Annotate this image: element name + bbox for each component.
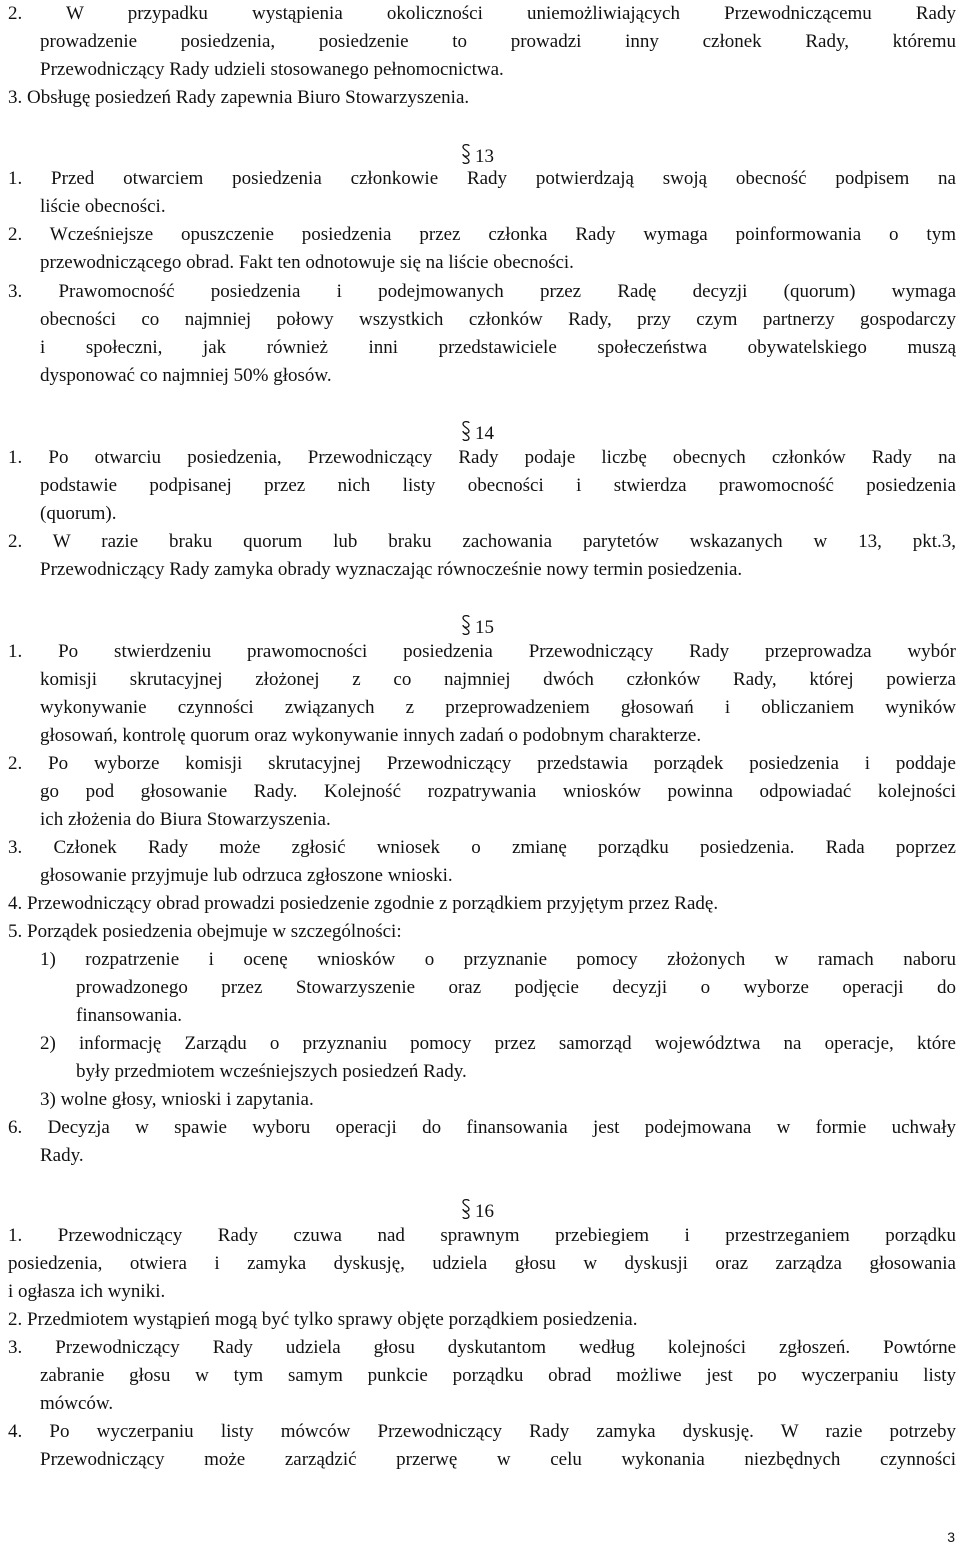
text-line: 1. Przed otwarciem posiedzenia członkowie Rady potwierdzają swoją obecność podpisem na xyxy=(8,168,956,189)
text-line: liście obecności. xyxy=(40,196,166,217)
text-line: przewodniczącego obrad. Fakt ten odnotowuje się na liście obecności. xyxy=(40,252,574,273)
text-line: 2. Wcześniejsze opuszczenie posiedzenia przez członka Rady wymaga poinformowania o tym xyxy=(8,224,956,245)
text-line: 1. Przewodniczący Rady czuwa nad sprawnym przebiegiem i przestrzeganiem porządku xyxy=(8,1225,956,1246)
text-line: podstawie podpisanej przez nich listy obecności i stwierdza prawomocność posiedzenia xyxy=(40,475,956,496)
text-line: prowadzenie posiedzenia, posiedzenie to prowadzi inny członek Rady, któremu xyxy=(40,31,956,52)
text-line: 3. Członek Rady może zgłosić wniosek o zmianę porządku posiedzenia. Rada poprzez xyxy=(8,837,956,858)
text-line: dysponować co najmniej 50% głosów. xyxy=(40,365,332,386)
text-line: mówców. xyxy=(40,1393,114,1414)
text-line: Przewodniczący Rady zamyka obrady wyznaczając równocześnie nowy termin posiedzenia. xyxy=(40,559,743,580)
text-line: 1) rozpatrzenie i ocenę wniosków o przyznanie pomocy złożonych w ramach naboru xyxy=(40,949,956,970)
text-line: 2) informację Zarządu o przyznaniu pomocy przez samorząd województwa na operacje, które xyxy=(40,1033,956,1054)
text-line: 4. Przewodniczący obrad prowadzi posiedzenie zgodnie z porządkiem przyjętym przez Radę. xyxy=(8,893,719,914)
section-sign-icon xyxy=(460,1198,472,1220)
text-line: 5. Porządek posiedzenia obejmuje w szczególności: xyxy=(8,921,402,942)
text-line: 2. Przedmiotem wystąpień mogą być tylko sprawy objęte porządkiem posiedzenia. xyxy=(8,1309,638,1330)
section-sign-icon xyxy=(460,143,472,165)
text-line: 6. Decyzja w spawie wyboru operacji do finansowania jest podejmowana w formie uchwały xyxy=(8,1117,956,1138)
text-line: posiedzenia, otwiera i zamyka dyskusję, udziela głosu w dyskusji oraz zarządza głosowania xyxy=(8,1253,956,1274)
section-number: 13 xyxy=(475,146,494,167)
page-number: 3 xyxy=(947,1529,955,1545)
text-line: Przewodniczący Rady udzieli stosowanego pełnomocnictwa. xyxy=(40,59,504,80)
text-line: wykonywanie czynności związanych z przeprowadzeniem głosowań i obliczaniem wyników xyxy=(40,697,956,718)
text-line: 3. Obsługę posiedzeń Rady zapewnia Biuro Stowarzyszenia. xyxy=(8,87,470,108)
text-line: (quorum). xyxy=(40,503,117,524)
section-heading xyxy=(460,140,494,171)
text-line: głosowań, kontrolę quorum oraz wykonywanie innych zadań o podobnym charakterze. xyxy=(40,725,702,746)
text-line: 1. Po stwierdzeniu prawomocności posiedzenia Przewodniczący Rady przeprowadza wybór xyxy=(8,641,956,662)
text-line: prowadzonego przez Stowarzyszenie oraz podjęcie decyzji o wyborze operacji do xyxy=(76,977,956,998)
text-line: go pod głosowanie Rady. Kolejność rozpatrywania wniosków powinna odpowiadać kolejności xyxy=(40,781,956,802)
text-line: obecności co najmniej połowy wszystkich członków Rady, przy czym partnerzy gospodarczy xyxy=(40,309,956,330)
section-number: 16 xyxy=(475,1201,494,1222)
section-heading xyxy=(460,417,494,448)
text-line: 3. Przewodniczący Rady udziela głosu dyskutantom według kolejności zgłoszeń. Powtórne xyxy=(8,1337,956,1358)
text-line: komisji skrutacyjnej złożonej z co najmniej dwóch członków Rady, której powierza xyxy=(40,669,956,690)
text-line: Przewodniczący może zarządzić przerwę w celu wykonania niezbędnych czynności xyxy=(40,1449,956,1470)
text-line: zabranie głosu w tym samym punkcie porządku obrad możliwe jest po wyczerpaniu listy xyxy=(40,1365,956,1386)
text-line: Rady. xyxy=(40,1145,84,1166)
text-line: 2. W przypadku wystąpienia okoliczności uniemożliwiających Przewodniczącemu Rady xyxy=(8,3,956,24)
section-number: 14 xyxy=(475,423,494,444)
text-line: 4. Po wyczerpaniu listy mówców Przewodniczący Rady zamyka dyskusję. W razie potrzeby xyxy=(8,1421,956,1442)
text-line: głosowanie przyjmuje lub odrzuca zgłoszone wnioski. xyxy=(40,865,453,886)
text-line: finansowania. xyxy=(76,1005,183,1026)
text-line: 2. W razie braku quorum lub braku zachowania parytetów wskazanych w 13, pkt.3, xyxy=(8,531,956,552)
text-line: i społeczni, jak również inni przedstawiciele społeczeństwa obywatelskiego muszą xyxy=(40,337,956,358)
text-line: 3) wolne głosy, wnioski i zapytania. xyxy=(40,1089,314,1110)
text-line: były przedmiotem wcześniejszych posiedzeń Rady. xyxy=(76,1061,467,1082)
section-heading xyxy=(460,1195,494,1226)
text-line: i ogłasza ich wyniki. xyxy=(8,1281,166,1302)
text-line: 3. Prawomocność posiedzenia i podejmowanych przez Radę decyzji (quorum) wymaga xyxy=(8,281,956,302)
section-heading xyxy=(460,611,494,642)
section-sign-icon xyxy=(460,614,472,636)
text-line: 1. Po otwarciu posiedzenia, Przewodniczący Rady podaje liczbę obecnych członków Rady na xyxy=(8,447,956,468)
section-sign-icon xyxy=(460,420,472,442)
text-line: ich złożenia do Biura Stowarzyszenia. xyxy=(40,809,331,830)
section-number: 15 xyxy=(475,617,494,638)
text-line: 2. Po wyborze komisji skrutacyjnej Przewodniczący przedstawia porządek posiedzenia i poddaje xyxy=(8,753,956,774)
